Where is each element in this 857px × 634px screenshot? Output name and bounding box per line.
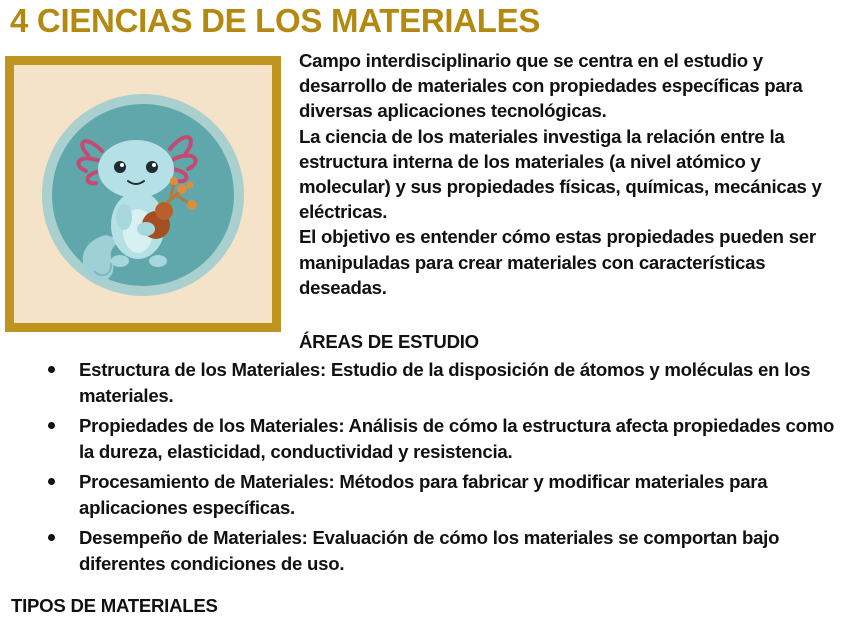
list-item-text: Desempeño de Materiales: Evaluación de cómo los materiales se comportan bajo diferentes condiciones de uso.	[79, 527, 780, 574]
areas-list	[0, 357, 845, 581]
bullet-icon	[48, 534, 55, 541]
illustration-frame	[5, 56, 281, 332]
bullet-icon	[48, 422, 55, 429]
axolotl-illustration	[14, 65, 272, 323]
bullet-icon	[48, 366, 55, 373]
list-item	[0, 525, 845, 576]
list-item-text: Estructura de los Materiales: Estudio de la disposición de átomos y moléculas en los materiales.	[79, 359, 811, 406]
intro-paragraph: La ciencia de los materiales investiga la relación entre la estructura interna de los materiales (a nivel atómico y molecular) y sus propiedades físicas, químicas, mecánicas y eléctricas.	[299, 125, 822, 223]
intro-paragraph: El objetivo es entender cómo estas propiedades pueden ser manipuladas para crear materiales con características deseadas.	[299, 226, 816, 298]
bullet-icon	[48, 478, 55, 485]
list-item	[0, 357, 845, 408]
list-item	[0, 413, 845, 464]
list-item	[0, 469, 845, 520]
list-item-text: Procesamiento de Materiales: Métodos para fabricar y modificar materiales para aplicaciones específicas.	[79, 471, 768, 518]
types-heading: TIPOS DE MATERIALES	[11, 595, 218, 616]
intro-text	[299, 48, 844, 300]
areas-heading: ÁREAS DE ESTUDIO	[299, 331, 479, 352]
page-title: 4 CIENCIAS DE LOS MATERIALES	[10, 2, 541, 39]
intro-paragraph: Campo interdisciplinario que se centra en el estudio y desarrollo de materiales con propiedades específicas para diversas aplicaciones tecnológicas.	[299, 50, 803, 122]
list-item-text: Propiedades de los Materiales: Análisis de cómo la estructura afecta propiedades como la dureza, elasticidad, conductividad y resistencia.	[79, 415, 835, 462]
